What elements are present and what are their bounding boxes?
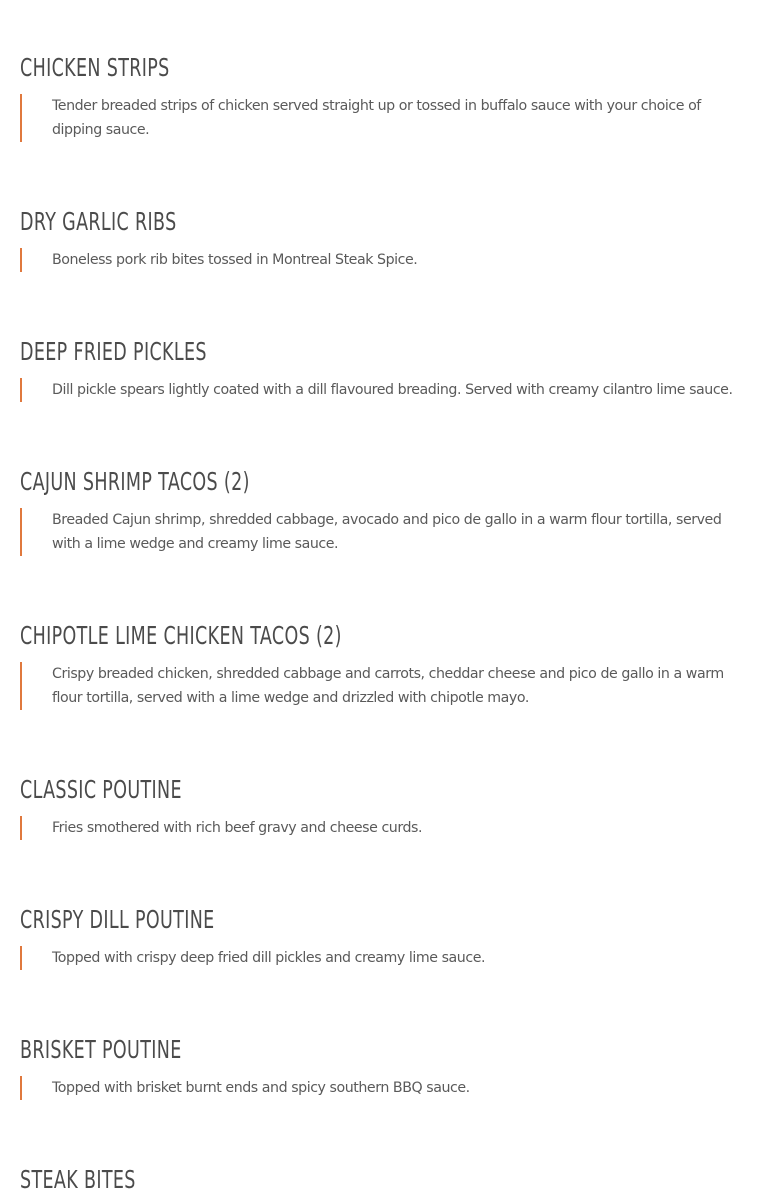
menu-item-description-text: Dill pickle spears lightly coated with a dill flavoured breading. Served with creamy cilantro lime sauce.: [52, 382, 733, 398]
menu-item-crispy-dill-poutine: [20, 904, 750, 970]
accent-bar: [20, 662, 22, 710]
accent-bar: [20, 946, 22, 970]
menu-item-description-text: Boneless pork rib bites tossed in Montreal Steak Spice.: [52, 252, 418, 268]
menu-item-description: [20, 248, 750, 272]
menu-item-description-text: Fries smothered with rich beef gravy and cheese curds.: [52, 820, 423, 836]
accent-bar: [20, 248, 22, 272]
menu-item-description: [20, 378, 750, 402]
menu-item-title: BRISKET POUTINE: [20, 1035, 182, 1064]
menu-item-description-text: Topped with crispy deep fried dill pickles and creamy lime sauce.: [52, 950, 486, 966]
menu-item-title: CRISPY DILL POUTINE: [20, 905, 215, 934]
menu-item-description-text: Crispy breaded chicken, shredded cabbage and carrots, cheddar cheese and pico de gallo in a warm flour tortilla, served with a lime wedge and drizzled with chipotle mayo.: [52, 666, 724, 706]
accent-bar: [20, 94, 22, 142]
menu-item-description: [20, 946, 750, 970]
menu-item-title: CAJUN SHRIMP TACOS (2): [20, 467, 250, 496]
menu-item-classic-poutine: [20, 774, 750, 840]
menu-item-description-text: Topped with brisket burnt ends and spicy southern BBQ sauce.: [52, 1080, 470, 1096]
menu-item-chicken-strips: [20, 52, 750, 142]
accent-bar: [20, 508, 22, 556]
menu-item-dry-garlic-ribs: [20, 206, 750, 272]
accent-bar: [20, 1076, 22, 1100]
accent-bar: [20, 378, 22, 402]
menu-item-description-text: Tender breaded strips of chicken served straight up or tossed in buffalo sauce with your choice of dipping sauce.: [52, 98, 701, 138]
menu-item-chipotle-lime-chicken-tacos: [20, 620, 750, 710]
menu-item-title: DEEP FRIED PICKLES: [20, 337, 207, 366]
menu-item-cajun-shrimp-tacos: [20, 466, 750, 556]
menu-item-deep-fried-pickles: [20, 336, 750, 402]
menu-item-title: CHIPOTLE LIME CHICKEN TACOS (2): [20, 621, 342, 650]
menu-item-description: [20, 94, 750, 142]
menu-item-description: [20, 508, 750, 556]
menu-item-steak-bites: [20, 1164, 750, 1196]
accent-bar: [20, 816, 22, 840]
menu-item-title: CHICKEN STRIPS: [20, 53, 170, 82]
menu-item-title: CLASSIC POUTINE: [20, 775, 182, 804]
menu-item-title: STEAK BITES: [20, 1165, 136, 1194]
menu-item-description-text: Breaded Cajun shrimp, shredded cabbage, avocado and pico de gallo in a warm flour tortilla, served with a lime wedge and creamy lime sauce.: [52, 512, 722, 552]
menu-item-description: [20, 1076, 750, 1100]
menu-item-title: DRY GARLIC RIBS: [20, 207, 177, 236]
menu-item-brisket-poutine: [20, 1034, 750, 1100]
menu-item-description: [20, 816, 750, 840]
menu-item-description: [20, 662, 750, 710]
